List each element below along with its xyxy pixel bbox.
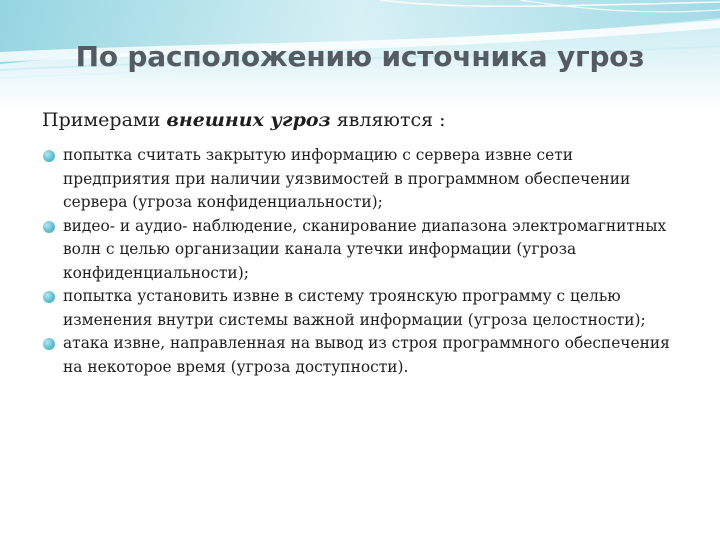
bullet-dot-icon [43,338,55,350]
intro-emphasis: внешних угроз [166,109,331,131]
list-item-text: атака извне, направленная на вывод из строя программного обеспечения на некоторое время (угроза доступности). [63,334,670,376]
bullet-dot-icon [43,291,55,303]
list-item [42,285,682,332]
list-item [42,144,682,215]
bullet-dot-icon [43,221,55,233]
list-item-text: попытка считать закрытую информацию с сервера извне сети предприятия при наличии уязвимостей в программном обеспечении сервера (угроза конфиденциальности); [63,146,631,211]
intro-suffix: являются : [330,109,446,131]
intro-line [42,109,692,131]
intro-prefix: Примерами [42,109,167,131]
bullet-dot-icon [43,150,55,162]
list-item-text: видео- и аудио- наблюдение, сканирование диапазона электромагнитных волн с целью организации канала утечки информации (угроза конфиденциальности); [63,216,667,282]
list-item [42,332,682,379]
bullet-list [42,144,682,379]
list-item-text: попытка установить извне в систему троянскую программу с целью изменения внутри системы важной информации (угроза целостности); [63,287,646,329]
list-item [42,215,682,286]
slide-title: По расположению источника угроз [75,40,645,73]
